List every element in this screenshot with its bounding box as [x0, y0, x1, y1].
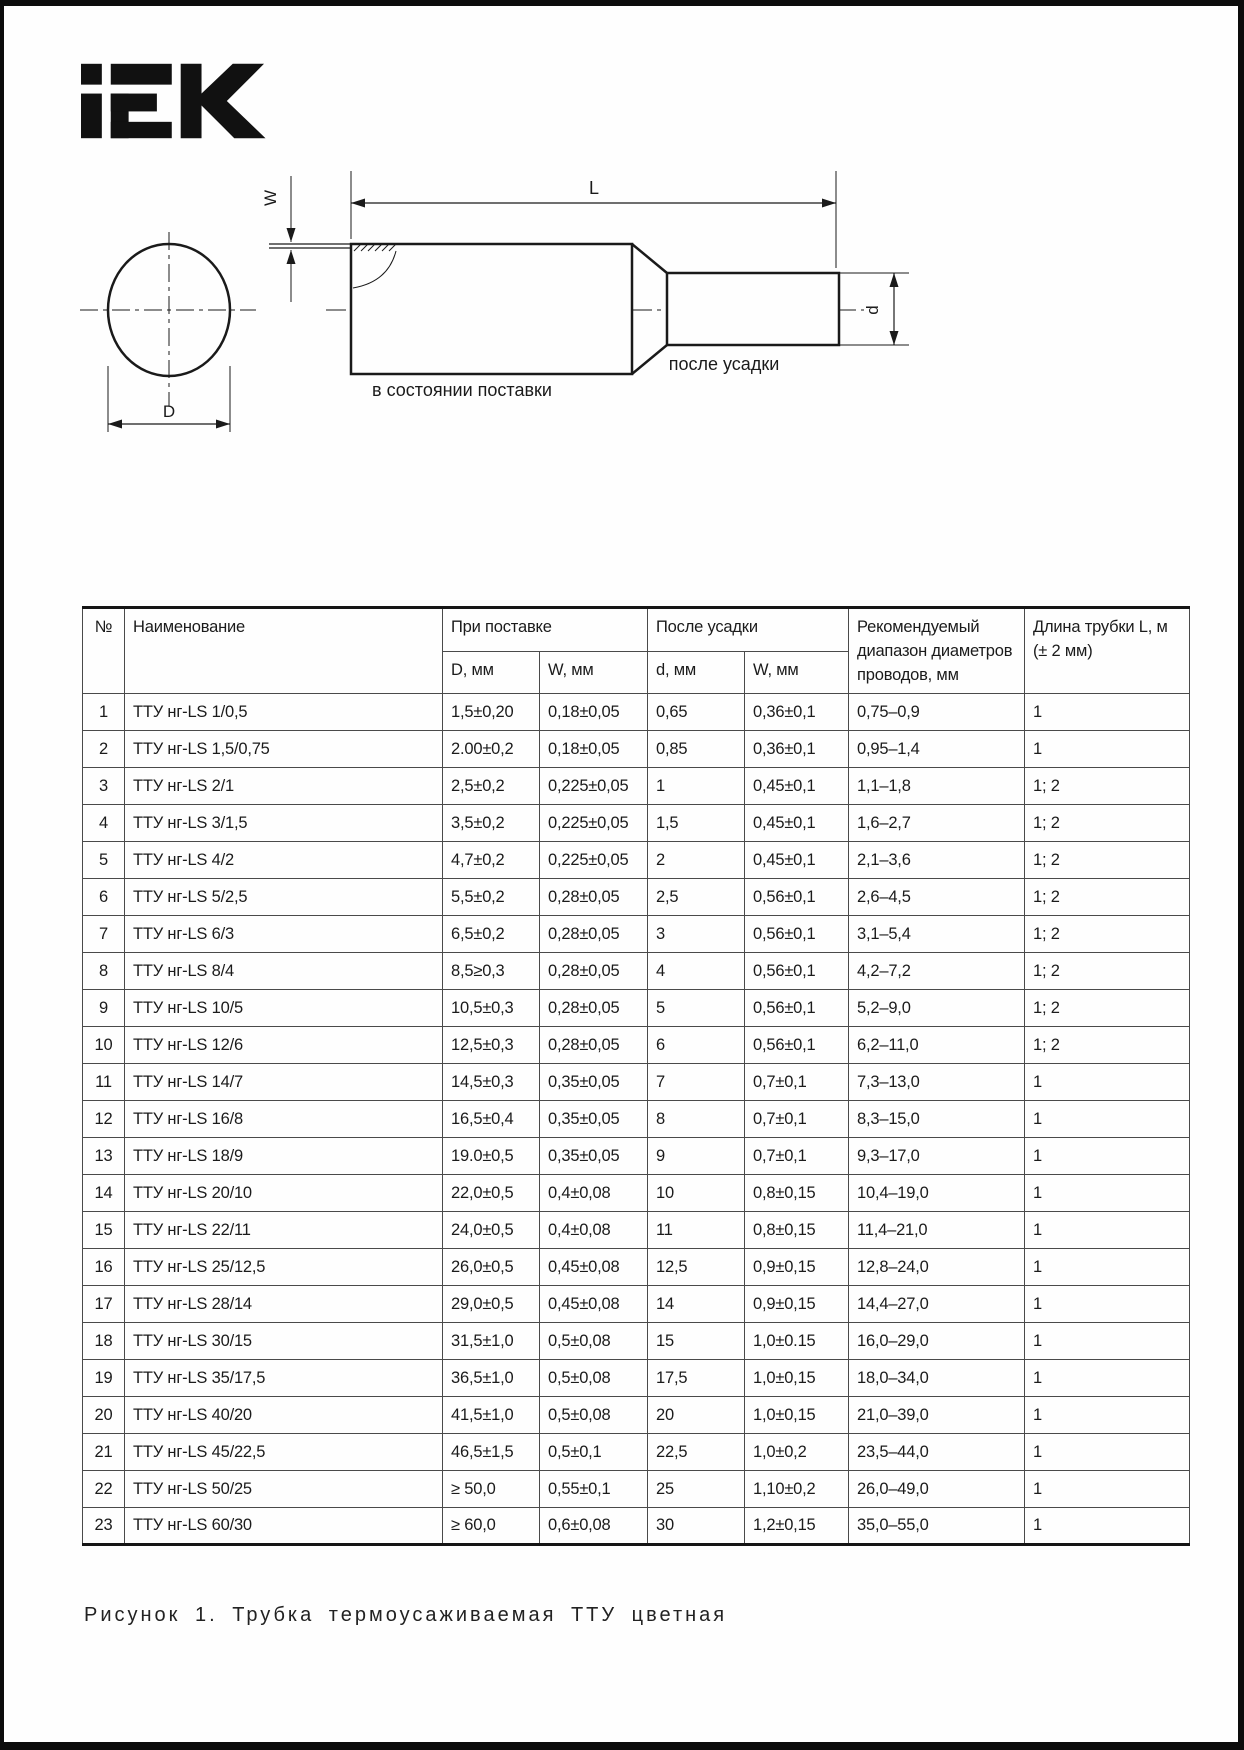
table-cell: 6,2–11,0 — [849, 1027, 1025, 1064]
table-cell: 0,45±0,08 — [540, 1249, 648, 1286]
iek-logo — [81, 58, 267, 144]
table-cell: 5,5±0,2 — [443, 879, 540, 916]
table-cell: ТТУ нг-LS 20/10 — [125, 1175, 443, 1212]
table-cell: 8 — [648, 1101, 745, 1138]
spec-table-body — [83, 694, 1190, 1545]
table-cell: 1 — [1025, 1471, 1190, 1508]
header-supply-w: W, мм — [540, 652, 648, 694]
table-cell: ТТУ нг-LS 3/1,5 — [125, 805, 443, 842]
table-cell: 0,225±0,05 — [540, 842, 648, 879]
table-cell: 11 — [83, 1064, 125, 1101]
table-cell: 9 — [648, 1138, 745, 1175]
figure-caption: Рисунок 1. Трубка термоусаживаемая ТТУ цветная — [84, 1604, 728, 1626]
supply-state-label: в состоянии поставки — [372, 380, 552, 400]
header-shrink-d: d, мм — [648, 652, 745, 694]
table-cell: 0,9±0,15 — [745, 1249, 849, 1286]
after-shrink-label: после усадки — [668, 354, 780, 374]
table-cell: 16,0–29,0 — [849, 1323, 1025, 1360]
table-cell: 11 — [648, 1212, 745, 1249]
table-cell: 0,7±0,1 — [745, 1064, 849, 1101]
table-cell: 6 — [83, 879, 125, 916]
table-cell: 0,45±0,08 — [540, 1286, 648, 1323]
table-cell: ТТУ нг-LS 4/2 — [125, 842, 443, 879]
table-cell: 0,225±0,05 — [540, 768, 648, 805]
iek-logo-icon — [81, 58, 267, 144]
table-row — [83, 1286, 1190, 1323]
table-cell: 25 — [648, 1471, 745, 1508]
table-cell: 0,65 — [648, 694, 745, 731]
table-cell: 0,56±0,1 — [745, 990, 849, 1027]
table-cell: 1 — [1025, 1434, 1190, 1471]
table-cell: ТТУ нг-LS 22/11 — [125, 1212, 443, 1249]
table-cell: 9 — [83, 990, 125, 1027]
table-cell: 12,5±0,3 — [443, 1027, 540, 1064]
table-row — [83, 1249, 1190, 1286]
header-shrink-group: После усадки — [648, 608, 849, 652]
table-row — [83, 694, 1190, 731]
table-cell: 1; 2 — [1025, 805, 1190, 842]
table-cell: ТТУ нг-LS 10/5 — [125, 990, 443, 1027]
table-cell: 0,18±0,05 — [540, 694, 648, 731]
table-cell: 23,5–44,0 — [849, 1434, 1025, 1471]
table-cell: ТТУ нг-LS 5/2,5 — [125, 879, 443, 916]
table-cell: 21,0–39,0 — [849, 1397, 1025, 1434]
header-name: Наименование — [125, 608, 443, 694]
table-row — [83, 1064, 1190, 1101]
table-cell: 36,5±1,0 — [443, 1360, 540, 1397]
table-cell: 22 — [83, 1471, 125, 1508]
table-cell: 16 — [83, 1249, 125, 1286]
table-cell: ТТУ нг-LS 35/17,5 — [125, 1360, 443, 1397]
table-cell: 1 — [1025, 1101, 1190, 1138]
table-cell: 4 — [648, 953, 745, 990]
table-cell: 1,0±0,2 — [745, 1434, 849, 1471]
table-row — [83, 879, 1190, 916]
table-cell: 0,28±0,05 — [540, 990, 648, 1027]
table-cell: 1 — [1025, 694, 1190, 731]
table-cell: 0,35±0,05 — [540, 1138, 648, 1175]
header-supply-group: При поставке — [443, 608, 648, 652]
table-cell: 10,4–19,0 — [849, 1175, 1025, 1212]
table-cell: 22,5 — [648, 1434, 745, 1471]
tube-shrunk-body — [667, 273, 839, 345]
table-cell: 2 — [648, 842, 745, 879]
table-cell: 1 — [1025, 1138, 1190, 1175]
table-cell: 1 — [1025, 1175, 1190, 1212]
table-cell: 1 — [1025, 1286, 1190, 1323]
table-row — [83, 805, 1190, 842]
table-cell: 1; 2 — [1025, 768, 1190, 805]
table-row — [83, 768, 1190, 805]
table-cell: 0,36±0,1 — [745, 694, 849, 731]
table-cell: 12,5 — [648, 1249, 745, 1286]
table-cell: 0,28±0,05 — [540, 916, 648, 953]
table-cell: 0,56±0,1 — [745, 879, 849, 916]
spec-table — [82, 606, 1190, 1546]
table-cell: 23 — [83, 1508, 125, 1545]
table-cell: 4,7±0,2 — [443, 842, 540, 879]
table-cell: 1; 2 — [1025, 916, 1190, 953]
table-cell: 10,5±0,3 — [443, 990, 540, 1027]
table-cell: 0,18±0,05 — [540, 731, 648, 768]
dim-label-L: L — [588, 178, 600, 198]
table-cell: 1 — [1025, 1508, 1190, 1545]
table-cell: 1 — [1025, 1212, 1190, 1249]
table-cell: 9,3–17,0 — [849, 1138, 1025, 1175]
table-cell: 1,5 — [648, 805, 745, 842]
table-cell: 1; 2 — [1025, 990, 1190, 1027]
header-supply-d: D, мм — [443, 652, 540, 694]
table-cell: 1 — [648, 768, 745, 805]
table-row — [83, 1175, 1190, 1212]
table-row — [83, 1360, 1190, 1397]
table-cell: 0,9±0,15 — [745, 1286, 849, 1323]
table-cell: 1,5±0,20 — [443, 694, 540, 731]
table-cell: 0,35±0,05 — [540, 1101, 648, 1138]
table-cell: ТТУ нг-LS 2/1 — [125, 768, 443, 805]
table-cell: 41,5±1,0 — [443, 1397, 540, 1434]
table-cell: ТТУ нг-LS 40/20 — [125, 1397, 443, 1434]
table-cell: 0,28±0,05 — [540, 953, 648, 990]
table-cell: 1 — [1025, 1397, 1190, 1434]
table-cell: 1; 2 — [1025, 842, 1190, 879]
table-cell: 0,5±0,1 — [540, 1434, 648, 1471]
table-row — [83, 1101, 1190, 1138]
table-cell: 8,3–15,0 — [849, 1101, 1025, 1138]
table-cell: 0,36±0,1 — [745, 731, 849, 768]
table-cell: 1,6–2,7 — [849, 805, 1025, 842]
table-cell: 0,55±0,1 — [540, 1471, 648, 1508]
table-cell: 2,5±0,2 — [443, 768, 540, 805]
table-cell: ТТУ нг-LS 50/25 — [125, 1471, 443, 1508]
header-num: № — [83, 608, 125, 694]
table-cell: 0,85 — [648, 731, 745, 768]
table-cell: 4 — [83, 805, 125, 842]
table-cell: 0,56±0,1 — [745, 1027, 849, 1064]
table-cell: 0,45±0,1 — [745, 805, 849, 842]
table-cell: 1 — [1025, 1249, 1190, 1286]
table-cell: 0,28±0,05 — [540, 879, 648, 916]
dim-label-D: D — [162, 402, 176, 421]
table-cell: 1; 2 — [1025, 953, 1190, 990]
table-cell: 6 — [648, 1027, 745, 1064]
table-cell: ТТУ нг-LS 1,5/0,75 — [125, 731, 443, 768]
table-cell: 1 — [1025, 1360, 1190, 1397]
table-cell: 2,6–4,5 — [849, 879, 1025, 916]
table-cell: 0,75–0,9 — [849, 694, 1025, 731]
table-cell: 2 — [83, 731, 125, 768]
table-cell: 1 — [83, 694, 125, 731]
table-cell: 3,5±0,2 — [443, 805, 540, 842]
table-row — [83, 1471, 1190, 1508]
table-row — [83, 1323, 1190, 1360]
table-cell: 11,4–21,0 — [849, 1212, 1025, 1249]
table-row — [83, 953, 1190, 990]
table-cell: 24,0±0,5 — [443, 1212, 540, 1249]
table-cell: 10 — [83, 1027, 125, 1064]
table-cell: 14 — [648, 1286, 745, 1323]
table-cell: 1 — [1025, 731, 1190, 768]
header-tube-length: Длина трубки L, м (± 2 мм) — [1025, 608, 1190, 694]
table-cell: 1,10±0,2 — [745, 1471, 849, 1508]
table-cell: ТТУ нг-LS 6/3 — [125, 916, 443, 953]
table-cell: 26,0–49,0 — [849, 1471, 1025, 1508]
table-cell: 8,5≥0,3 — [443, 953, 540, 990]
table-cell: ТТУ нг-LS 18/9 — [125, 1138, 443, 1175]
table-cell: 0,45±0,1 — [745, 842, 849, 879]
table-cell: ТТУ нг-LS 30/15 — [125, 1323, 443, 1360]
table-cell: 0,8±0,15 — [745, 1175, 849, 1212]
table-cell: 0,4±0,08 — [540, 1212, 648, 1249]
table-cell: 1,2±0,15 — [745, 1508, 849, 1545]
table-cell: 20 — [648, 1397, 745, 1434]
table-cell: 14 — [83, 1175, 125, 1212]
table-cell: 0,6±0,08 — [540, 1508, 648, 1545]
table-cell: ТТУ нг-LS 28/14 — [125, 1286, 443, 1323]
table-cell: 5 — [83, 842, 125, 879]
table-cell: ТТУ нг-LS 60/30 — [125, 1508, 443, 1545]
table-cell: 17,5 — [648, 1360, 745, 1397]
table-cell: 0,28±0,05 — [540, 1027, 648, 1064]
table-cell: 15 — [648, 1323, 745, 1360]
table-cell: 18 — [83, 1323, 125, 1360]
table-cell: ТТУ нг-LS 12/6 — [125, 1027, 443, 1064]
table-cell: 3,1–5,4 — [849, 916, 1025, 953]
dim-label-W: W — [261, 189, 280, 207]
table-row — [83, 1397, 1190, 1434]
table-cell: 10 — [648, 1175, 745, 1212]
table-cell: 22,0±0,5 — [443, 1175, 540, 1212]
table-cell: 1; 2 — [1025, 1027, 1190, 1064]
table-cell: 2.00±0,2 — [443, 731, 540, 768]
table-cell: ТТУ нг-LS 45/22,5 — [125, 1434, 443, 1471]
header-wire-range: Рекомендуемый диапазон диаметров проводов, мм — [849, 608, 1025, 694]
table-cell: 0,4±0,08 — [540, 1175, 648, 1212]
dim-label-d: d — [863, 305, 882, 315]
table-cell: 0,35±0,05 — [540, 1064, 648, 1101]
table-cell: ТТУ нг-LS 1/0,5 — [125, 694, 443, 731]
table-cell: 0,7±0,1 — [745, 1101, 849, 1138]
table-cell: 0,5±0,08 — [540, 1360, 648, 1397]
table-cell: 1; 2 — [1025, 879, 1190, 916]
table-cell: 0,45±0,1 — [745, 768, 849, 805]
table-cell: 12 — [83, 1101, 125, 1138]
table-row — [83, 990, 1190, 1027]
table-cell: 14,5±0,3 — [443, 1064, 540, 1101]
table-cell: 29,0±0,5 — [443, 1286, 540, 1323]
table-cell: 0,95–1,4 — [849, 731, 1025, 768]
table-cell: ТТУ нг-LS 16/8 — [125, 1101, 443, 1138]
table-cell: 6,5±0,2 — [443, 916, 540, 953]
table-cell: 3 — [83, 768, 125, 805]
table-cell: 5 — [648, 990, 745, 1027]
table-cell: 0,7±0,1 — [745, 1138, 849, 1175]
table-cell: 1,0±0,15 — [745, 1360, 849, 1397]
table-row — [83, 731, 1190, 768]
table-cell: ТТУ нг-LS 8/4 — [125, 953, 443, 990]
table-cell: 0,56±0,1 — [745, 953, 849, 990]
table-row — [83, 1027, 1190, 1064]
table-cell: 18,0–34,0 — [849, 1360, 1025, 1397]
table-cell: 14,4–27,0 — [849, 1286, 1025, 1323]
table-cell: 7 — [83, 916, 125, 953]
table-cell: 26,0±0,5 — [443, 1249, 540, 1286]
table-cell: 3 — [648, 916, 745, 953]
table-cell: ≥ 50,0 — [443, 1471, 540, 1508]
table-cell: 8 — [83, 953, 125, 990]
table-cell: 7,3–13,0 — [849, 1064, 1025, 1101]
table-cell: 13 — [83, 1138, 125, 1175]
table-cell: 1 — [1025, 1323, 1190, 1360]
table-cell: 5,2–9,0 — [849, 990, 1025, 1027]
table-cell: ≥ 60,0 — [443, 1508, 540, 1545]
table-cell: 16,5±0,4 — [443, 1101, 540, 1138]
table-cell: 4,2–7,2 — [849, 953, 1025, 990]
table-cell: 46,5±1,5 — [443, 1434, 540, 1471]
table-row — [83, 1508, 1190, 1545]
dimension-diagram — [64, 154, 924, 454]
table-cell: 19.0±0,5 — [443, 1138, 540, 1175]
table-cell: 1 — [1025, 1064, 1190, 1101]
table-cell: ТТУ нг-LS 14/7 — [125, 1064, 443, 1101]
table-row — [83, 842, 1190, 879]
header-shrink-w: W, мм — [745, 652, 849, 694]
table-row — [83, 916, 1190, 953]
table-cell: 2,1–3,6 — [849, 842, 1025, 879]
table-cell: 31,5±1,0 — [443, 1323, 540, 1360]
table-cell: 17 — [83, 1286, 125, 1323]
table-cell: 0,225±0,05 — [540, 805, 648, 842]
table-cell: 0,56±0,1 — [745, 916, 849, 953]
table-row — [83, 1138, 1190, 1175]
table-cell: 21 — [83, 1434, 125, 1471]
table-cell: 30 — [648, 1508, 745, 1545]
tube-supplied-body — [351, 244, 632, 374]
technical-drawing — [64, 154, 924, 454]
table-cell: 1,0±0.15 — [745, 1323, 849, 1360]
table-cell: ТТУ нг-LS 25/12,5 — [125, 1249, 443, 1286]
table-cell: 0,5±0,08 — [540, 1323, 648, 1360]
table-cell: 0,8±0,15 — [745, 1212, 849, 1249]
table-row — [83, 1434, 1190, 1471]
table-cell: 7 — [648, 1064, 745, 1101]
table-cell: 35,0–55,0 — [849, 1508, 1025, 1545]
table-row — [83, 1212, 1190, 1249]
table-cell: 1,0±0,15 — [745, 1397, 849, 1434]
table-cell: 15 — [83, 1212, 125, 1249]
table-cell: 20 — [83, 1397, 125, 1434]
table-cell: 12,8–24,0 — [849, 1249, 1025, 1286]
table-cell: 1,1–1,8 — [849, 768, 1025, 805]
table-cell: 2,5 — [648, 879, 745, 916]
table-cell: 19 — [83, 1360, 125, 1397]
table-cell: 0,5±0,08 — [540, 1397, 648, 1434]
